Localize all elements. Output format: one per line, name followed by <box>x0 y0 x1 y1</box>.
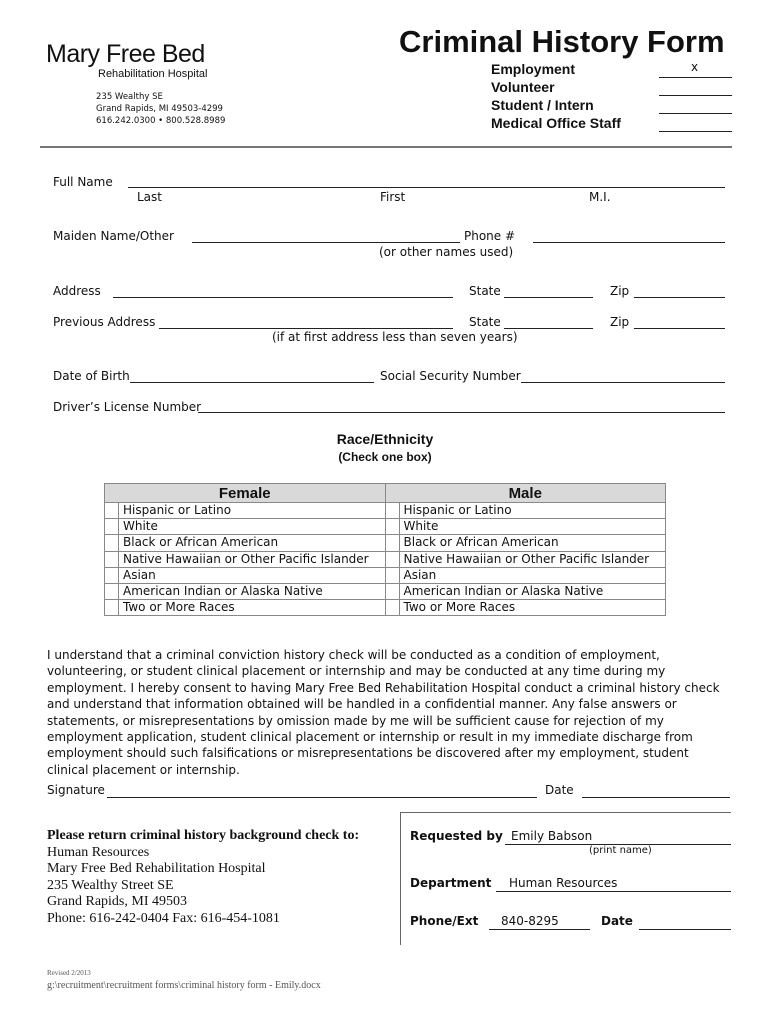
employment-type-list <box>491 60 621 132</box>
employment-type-label: Student / Intern <box>491 97 594 113</box>
middle-initial-caption: M.I. <box>589 190 611 204</box>
female-option: Asian <box>119 567 386 583</box>
male-option: White <box>399 519 666 535</box>
zip-field[interactable] <box>634 297 725 298</box>
male-checkbox[interactable] <box>385 567 399 583</box>
employment-type-label: Medical Office Staff <box>491 115 621 131</box>
medical-office-staff-blank[interactable] <box>659 131 732 132</box>
department-label: Department <box>410 876 492 890</box>
male-checkbox[interactable] <box>385 519 399 535</box>
female-option: American Indian or Alaska Native <box>119 583 386 599</box>
return-heading: Please return criminal history background check to: <box>47 828 360 843</box>
zip-label: Zip <box>610 284 630 298</box>
volunteer-blank[interactable] <box>659 95 732 96</box>
dob-field[interactable] <box>130 382 374 383</box>
table-row <box>105 551 666 567</box>
header-divider <box>40 146 732 148</box>
employment-check-mark: x <box>691 60 699 74</box>
consent-paragraph: I understand that a criminal conviction history check will be conducted as a condition of employment, volunteering, or student clinical placement or internship and may be conducted at any time during my employment. I hereby consent to having Mary Free Bed Rehabilitation Hospital conduct a criminal history check and understand that information obtained will be handled in a confidential manner. Any false answers or statements, or misrepresentations by omission made by me will be sufficient cause for rejection of my employment application, student clinical placement or internship or result in my immediate discharge from employment should such falsifications or misrepresentations be discovered after my employment, student clinical placement or internship. <box>47 648 720 777</box>
previous-zip-label: Zip <box>610 315 630 329</box>
maiden-name-label: Maiden Name/Other <box>53 229 174 243</box>
male-checkbox[interactable] <box>385 535 399 551</box>
student-intern-blank[interactable] <box>659 113 732 114</box>
logo-subtitle: Rehabilitation Hospital <box>98 68 208 80</box>
form-title: Criminal History Form <box>399 24 725 59</box>
ssn-label: Social Security Number <box>380 369 521 383</box>
male-checkbox[interactable] <box>385 503 399 519</box>
other-names-note: (or other names used) <box>379 245 514 259</box>
request-date-field[interactable] <box>639 929 731 930</box>
drivers-license-label: Driver’s License Number <box>53 400 202 414</box>
return-line: Grand Rapids, MI 49503 <box>47 894 187 910</box>
address-label: Address <box>53 284 101 298</box>
female-checkbox[interactable] <box>105 600 119 616</box>
phone-label: Phone # <box>464 229 516 243</box>
last-name-caption: Last <box>137 190 162 204</box>
female-option: White <box>119 519 386 535</box>
female-checkbox[interactable] <box>105 583 119 599</box>
race-subtitle: (Check one box) <box>338 450 432 464</box>
race-table <box>104 483 666 616</box>
dob-label: Date of Birth <box>53 369 130 383</box>
first-name-caption: First <box>380 190 406 204</box>
maiden-name-field[interactable] <box>192 242 460 243</box>
request-box <box>400 812 731 945</box>
request-date-label: Date <box>601 914 633 928</box>
department-value: Human Resources <box>509 876 618 890</box>
previous-address-field[interactable] <box>159 328 453 329</box>
signature-field[interactable] <box>107 797 537 798</box>
table-row <box>105 503 666 519</box>
employment-type-label: Employment <box>491 61 576 77</box>
female-option: Two or More Races <box>119 600 386 616</box>
male-checkbox[interactable] <box>385 583 399 599</box>
female-checkbox[interactable] <box>105 551 119 567</box>
state-field[interactable] <box>504 297 593 298</box>
previous-zip-field[interactable] <box>634 328 725 329</box>
previous-address-note: (if at first address less than seven years) <box>272 330 518 344</box>
previous-state-label: State <box>469 315 501 329</box>
drivers-license-field[interactable] <box>198 412 725 413</box>
department-field[interactable] <box>496 891 731 892</box>
return-line: Mary Free Bed Rehabilitation Hospital <box>47 861 266 877</box>
female-option: Hispanic or Latino <box>119 503 386 519</box>
print-name-caption: (print name) <box>589 845 652 856</box>
table-row <box>105 600 666 616</box>
male-option: Black or African American <box>399 535 666 551</box>
male-option: Native Hawaiian or Other Pacific Islander <box>399 551 666 567</box>
table-row <box>105 567 666 583</box>
previous-state-field[interactable] <box>504 328 593 329</box>
return-line: Phone: 616-242-0404 Fax: 616-454-1081 <box>47 910 280 926</box>
signature-date-label: Date <box>545 783 574 797</box>
female-option: Native Hawaiian or Other Pacific Islander <box>119 551 386 567</box>
table-row <box>105 519 666 535</box>
signature-label: Signature <box>47 783 105 797</box>
full-name-field[interactable] <box>128 187 725 188</box>
male-option: Two or More Races <box>399 600 666 616</box>
female-header: Female <box>105 484 386 503</box>
address-field[interactable] <box>113 297 453 298</box>
male-checkbox[interactable] <box>385 600 399 616</box>
return-line: Human Resources <box>47 844 150 860</box>
table-row <box>105 583 666 599</box>
female-checkbox[interactable] <box>105 519 119 535</box>
female-option: Black or African American <box>119 535 386 551</box>
male-header: Male <box>385 484 666 503</box>
male-option: Asian <box>399 567 666 583</box>
hospital-address: 235 Wealthy SE Grand Rapids, MI 49503-4299 616.242.0300 • 800.528.8989 <box>96 92 226 126</box>
race-title: Race/Ethnicity <box>336 431 434 447</box>
state-label: State <box>469 284 501 298</box>
phone-ext-label: Phone/Ext <box>410 914 479 928</box>
phone-ext-field[interactable] <box>489 929 590 930</box>
male-checkbox[interactable] <box>385 551 399 567</box>
logo-name: Mary Free Bed <box>46 40 205 68</box>
signature-date-field[interactable] <box>582 797 730 798</box>
ssn-field[interactable] <box>521 382 725 383</box>
full-name-label: Full Name <box>53 175 113 189</box>
female-checkbox[interactable] <box>105 535 119 551</box>
employment-blank[interactable] <box>659 77 732 78</box>
return-line: 235 Wealthy Street SE <box>47 877 174 893</box>
phone-field[interactable] <box>533 242 725 243</box>
female-checkbox[interactable] <box>105 567 119 583</box>
requested-by-label: Requested by <box>410 829 503 843</box>
revised-date: Revised 2/2013 <box>47 969 91 977</box>
male-option: American Indian or Alaska Native <box>399 583 666 599</box>
employment-type-label: Volunteer <box>491 79 555 95</box>
requested-by-value: Emily Babson <box>511 829 593 843</box>
female-checkbox[interactable] <box>105 503 119 519</box>
return-to-block <box>47 828 359 928</box>
male-option: Hispanic or Latino <box>399 503 666 519</box>
previous-address-label: Previous Address <box>53 315 156 329</box>
phone-ext-value: 840-8295 <box>501 914 559 928</box>
table-row <box>105 535 666 551</box>
file-path: g:\recruitment\recruitment forms\criminal history form - Emily.docx <box>47 980 321 991</box>
